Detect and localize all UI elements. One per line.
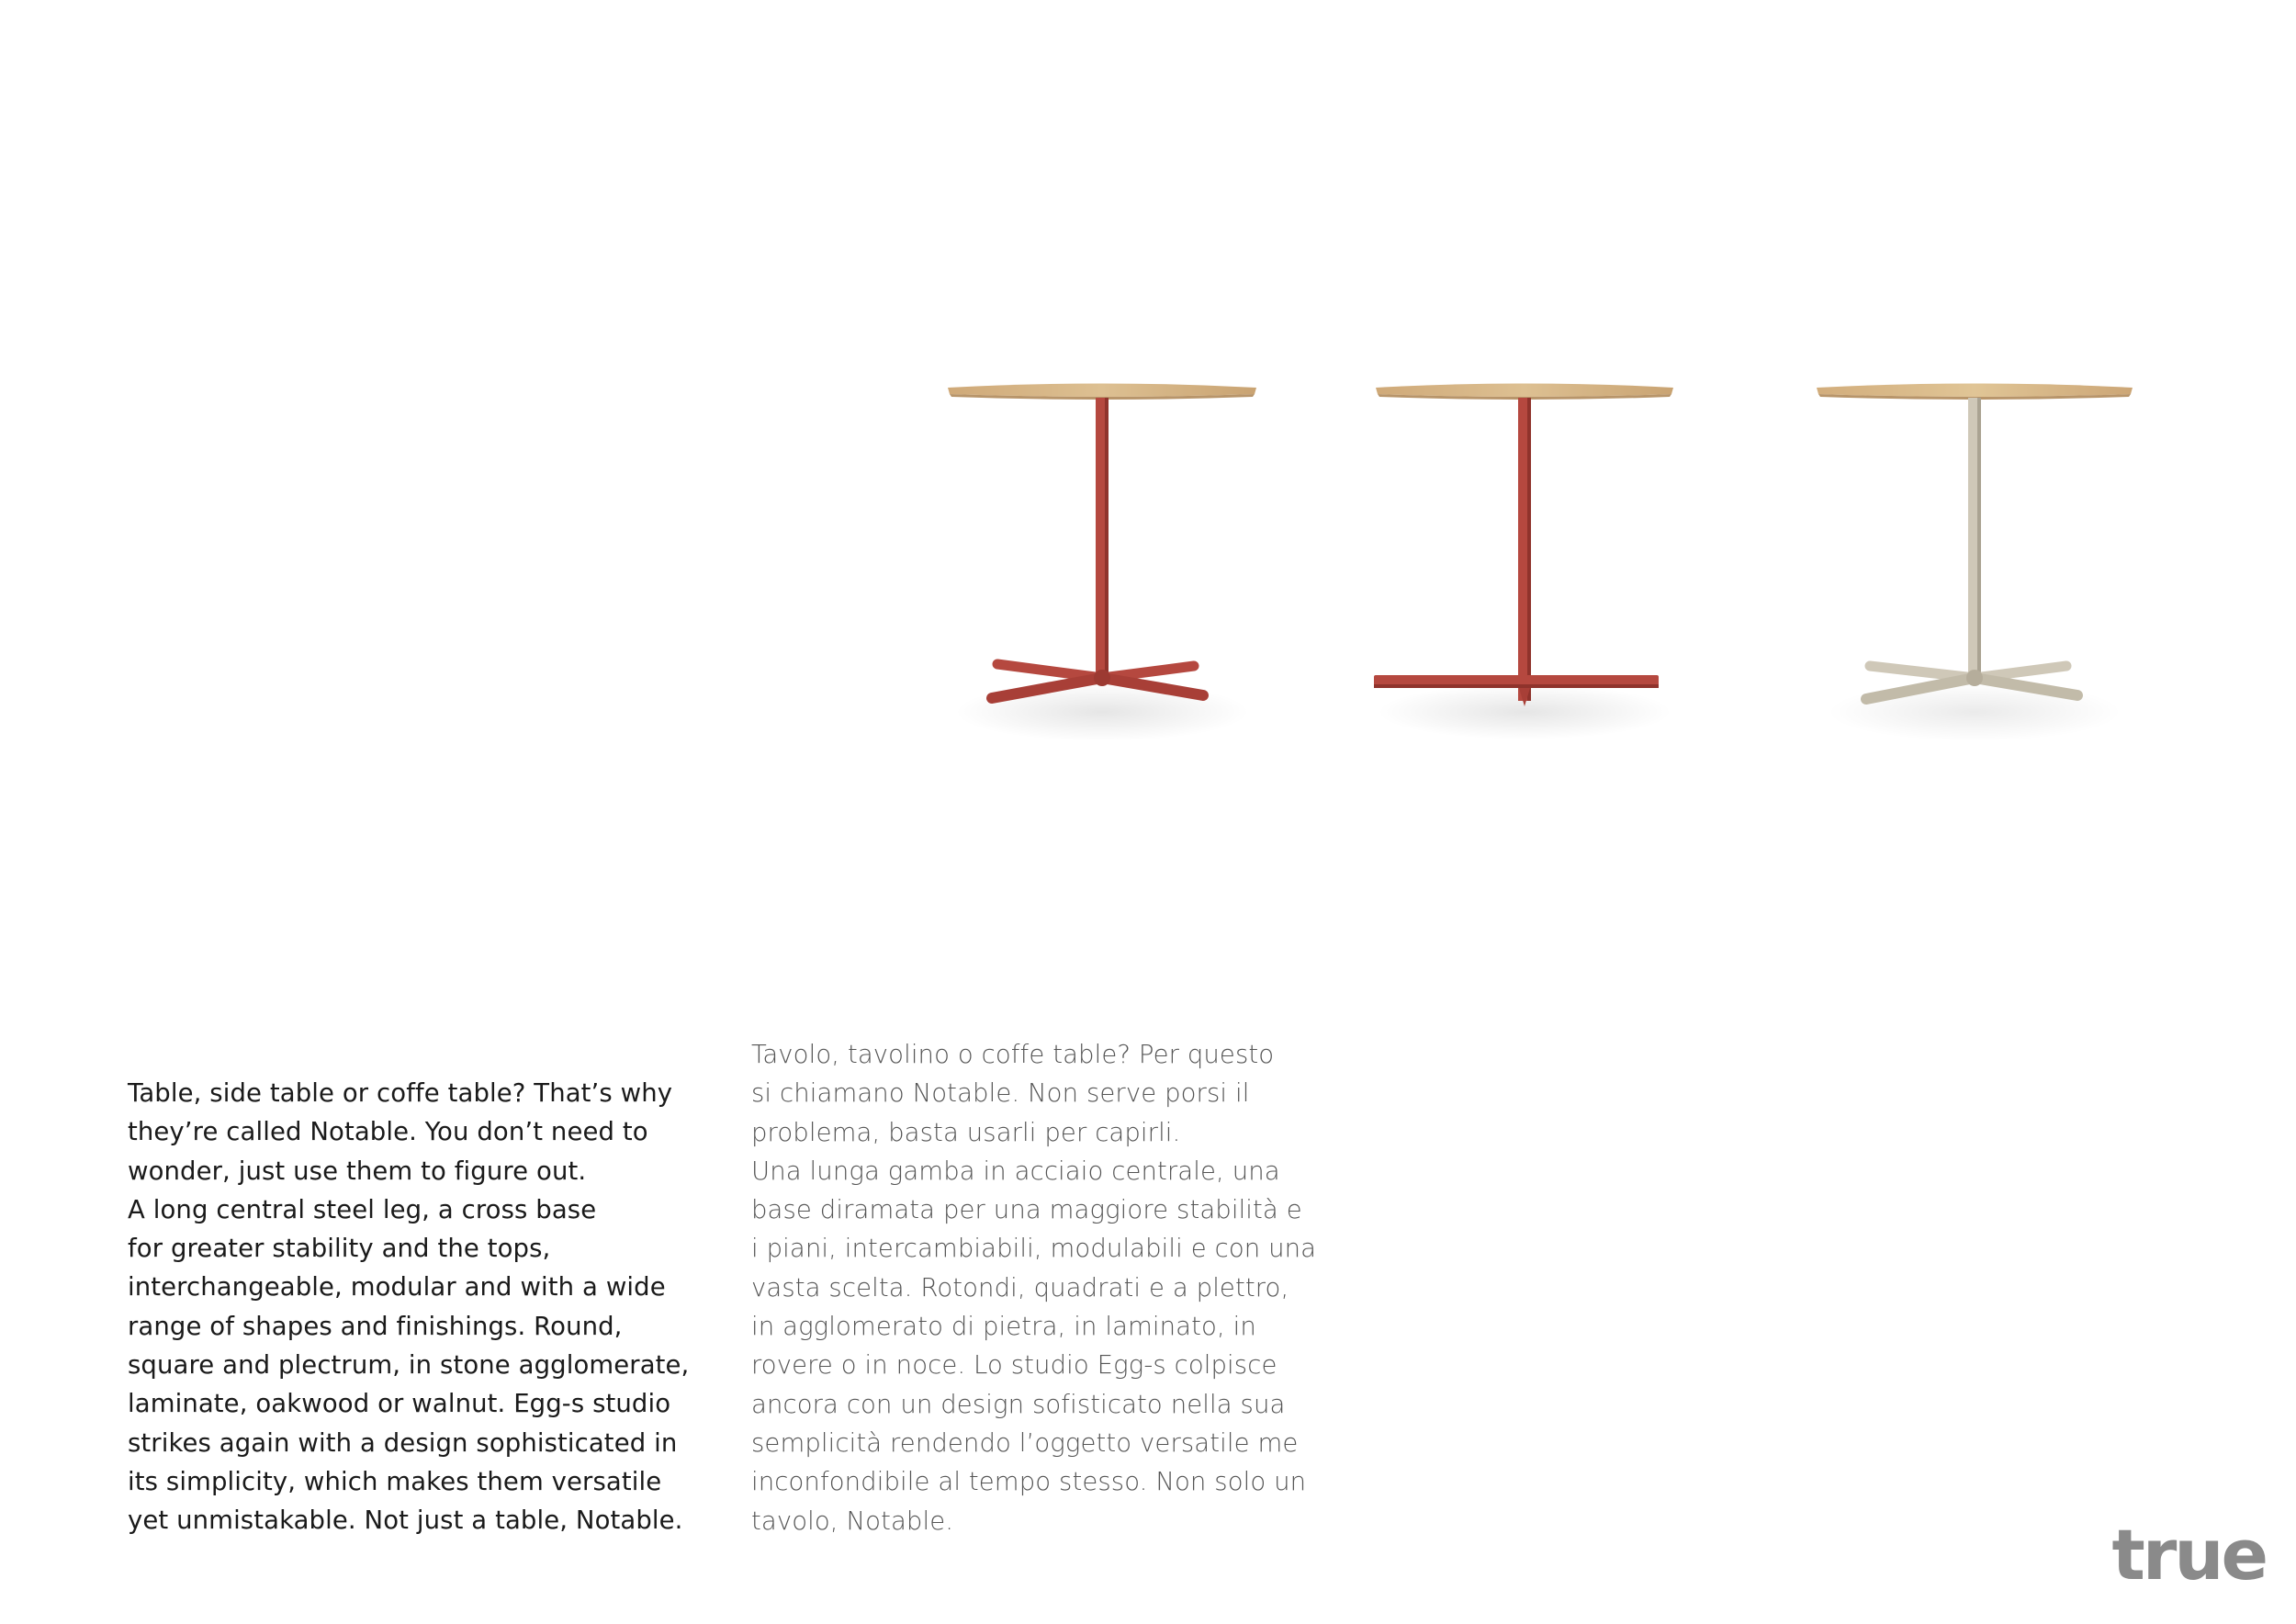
table-beige-cross-base-image	[1809, 363, 2140, 767]
product-photos	[937, 363, 2140, 785]
description-english: Table, side table or coffe table? That’s why they’re called Notable. You don’t need to wonder, just use them to figure out. A long central steel leg, a cross base for greater stability and the tops, interchangeable, modular and with a wide range of shapes and finishings. Round, square and plectrum, in stone agglomerate, laminate, oakwood or walnut. Egg-s studio strikes again with a design sophisticated in its simplicity, which makes them versatile yet unmistakable. Not just a table, Notable.	[128, 1078, 690, 1536]
table-red-cross-base-image	[937, 363, 1267, 767]
brand-logo: true	[2111, 1514, 2266, 1596]
table-red-flat-base-image	[1368, 363, 1681, 767]
description-italian: Tavolo, tavolino o coffe table? Per questo si chiamano Notable. Non serve porsi il problema, basta usarli per capirli. Una lunga gamba in acciaio centrale, una base diramata per una maggiore stabilità e i piani, intercambiabili, modulabili e con una vasta scelta. Rotondi, quadrati e a plettro, in agglomerato di pietra, in laminato, in rovere o in noce. Lo studio Egg-s colpisce ancora con un design sofisticato nella sua semplicità rendendo l’oggetto versatile me inconfondibile al tempo stesso. Non solo un tavolo, Notable.	[751, 1040, 1317, 1536]
